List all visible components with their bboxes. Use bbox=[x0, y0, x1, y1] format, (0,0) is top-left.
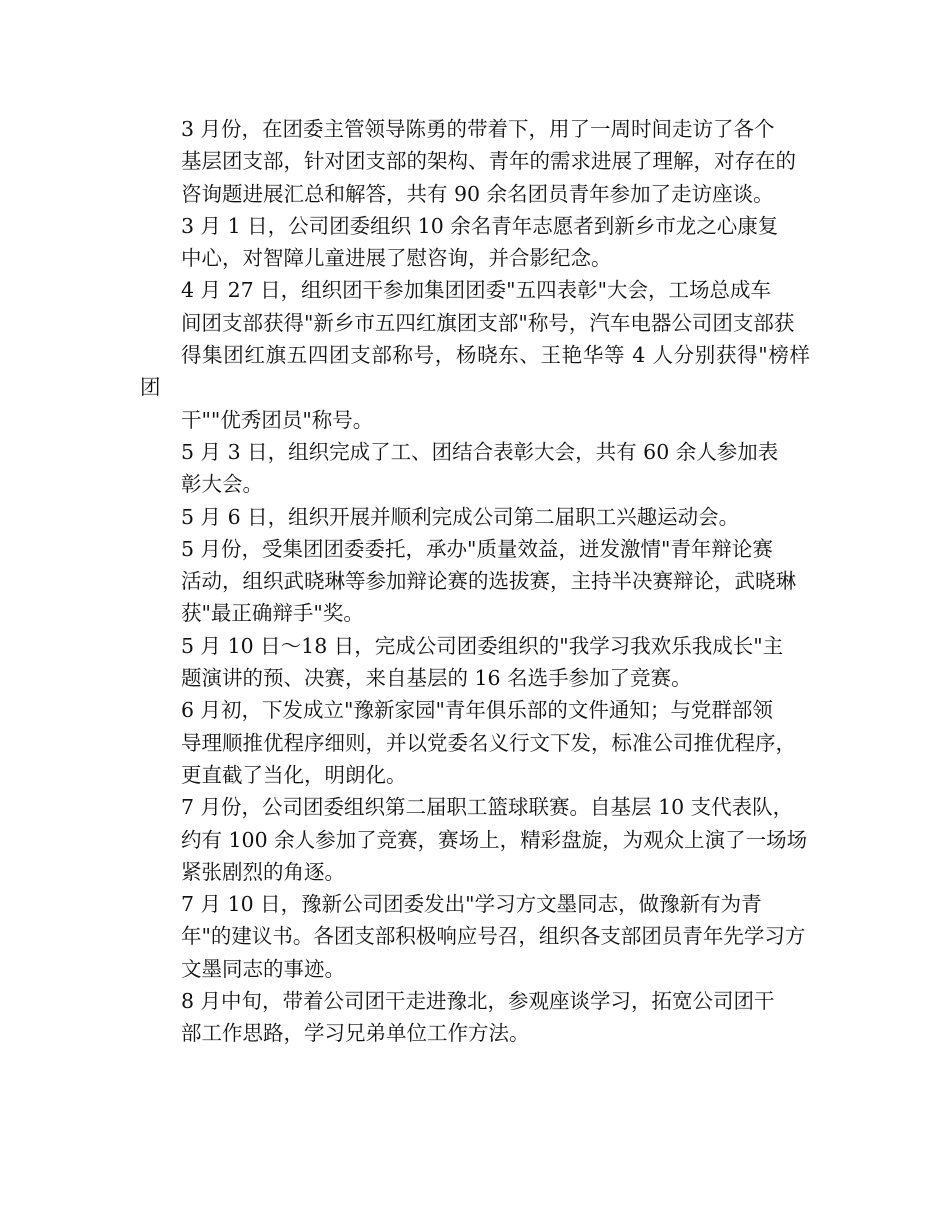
text-line: 得集团红旗五四团支部称号，杨晓东、王艳华等 4 人分别获得"榜样团 bbox=[140, 343, 810, 400]
text-line: 间团支部获得"新乡市五四红旗团支部"称号，汽车电器公司团支部获 bbox=[181, 310, 795, 335]
text-line: 活动，组织武晓琳等参加辩论赛的选拔赛，主持半决赛辩论，武晓琳 bbox=[181, 569, 796, 594]
text-line: 5 月 6 日，组织开展并顺利完成公司第二届职工兴趣运动会。 bbox=[181, 504, 740, 529]
text-line: 导理顺推优程序细则，并以党委名义行文下发，标准公司推优程序， bbox=[181, 730, 796, 755]
paragraph bbox=[140, 210, 810, 275]
text-line: 年"的建议书。各团支部积极响应号召，组织各支部团员青年先学习方 bbox=[181, 924, 806, 949]
text-line: 3 月 1 日，公司团委组织 10 余名青年志愿者到新乡市龙之心康复 bbox=[181, 213, 779, 238]
paragraph bbox=[140, 274, 810, 435]
text-line: 8 月中旬，带着公司团干走进豫北，参观座谈学习，拓宽公司团干 bbox=[181, 989, 775, 1014]
text-line: 7 月 10 日，豫新公司团委发出"学习方文墨同志，做豫新有为青 bbox=[181, 892, 762, 917]
text-line: 中心，对智障儿童进展了慰咨询，并合影纪念。 bbox=[181, 246, 612, 271]
text-line: 3 月份，在团委主管领导陈勇的带着下，用了一周时间走访了各个 bbox=[181, 117, 775, 141]
text-line: 5 月 10 日～18 日，完成公司团委组织的"我学习我欢乐我成长"主 bbox=[181, 633, 784, 658]
text-line: 彰大会。 bbox=[181, 472, 263, 497]
text-line: 5 月份，受集团团委委托，承办"质量效益，迸发激情"青年辩论赛 bbox=[181, 536, 773, 561]
paragraph bbox=[140, 533, 810, 630]
paragraph bbox=[140, 985, 810, 1050]
paragraph bbox=[140, 694, 810, 791]
text-line: 获"最正确辩手"奖。 bbox=[181, 601, 364, 626]
paragraph bbox=[140, 436, 810, 501]
paragraph bbox=[140, 630, 810, 695]
paragraph bbox=[140, 113, 810, 210]
text-line: 4 月 27 日，组织团干参加集团团委"五四表彰"大会，工场总成车 bbox=[181, 278, 772, 303]
text-line: 5 月 3 日，组织完成了工、团结合表彰大会，共有 60 余人参加表 bbox=[181, 439, 779, 464]
text-line: 题演讲的预、决赛，来自基层的 16 名选手参加了竞赛。 bbox=[181, 666, 692, 691]
text-line: 紧张剧烈的角逐。 bbox=[181, 859, 345, 884]
paragraph bbox=[140, 888, 810, 985]
text-line: 约有 100 余人参加了竞赛，赛场上，精彩盘旋，为观众上演了一场场 bbox=[181, 827, 808, 852]
text-line: 部工作思路，学习兄弟单位工作方法。 bbox=[181, 1021, 530, 1046]
paragraph bbox=[140, 791, 810, 888]
text-line: 6 月初，下发成立"豫新家园"青年俱乐部的文件通知；与党群部领 bbox=[181, 698, 773, 723]
text-line: 干""优秀团员"称号。 bbox=[181, 407, 374, 432]
text-line: 更直截了当化，明朗化。 bbox=[181, 762, 407, 787]
text-line: 7 月份，公司团委组织第二届职工篮球联赛。自基层 10 支代表队， bbox=[181, 795, 794, 820]
text-line: 基层团支部，针对团支部的架构、青年的需求进展了理解，对存在的 bbox=[181, 149, 796, 174]
document-body bbox=[140, 113, 810, 1050]
text-line: 文墨同志的事迹。 bbox=[181, 956, 345, 981]
paragraph bbox=[140, 501, 810, 533]
text-line: 咨询题进展汇总和解答，共有 90 余名团员青年参加了走访座谈。 bbox=[181, 181, 774, 206]
